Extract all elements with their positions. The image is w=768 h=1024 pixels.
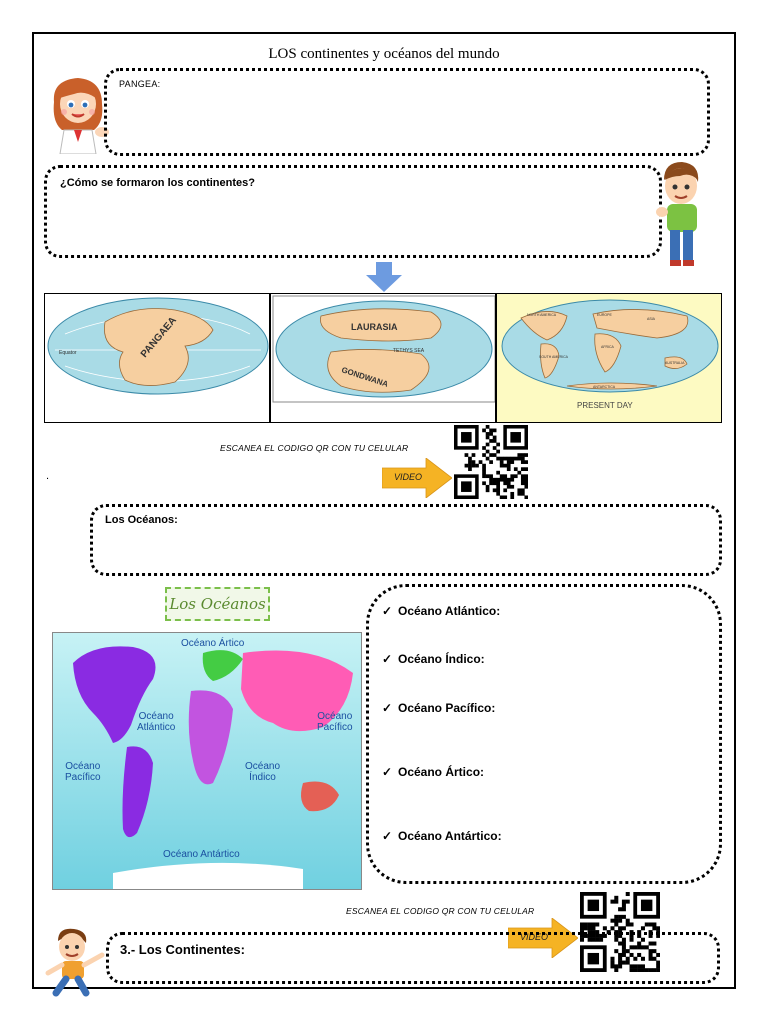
ocean-item-label: Océano Índico: <box>398 652 485 666</box>
pangaea-map-image <box>45 294 270 423</box>
present-day-map-image <box>497 294 722 423</box>
equator-label: Equator <box>59 350 77 356</box>
gondwana-label: GONDWANA <box>340 365 390 389</box>
video-button-1[interactable] <box>382 458 452 498</box>
oceans-answer-box[interactable] <box>90 504 722 576</box>
atlantic-ocean-label: Océano Atlántico <box>137 711 176 733</box>
continents-label: 3.- Los Continentes: <box>120 942 245 957</box>
map-panel-laurasia <box>270 293 496 423</box>
formation-question: ¿Cómo se formaron los continentes? <box>60 177 255 189</box>
laurasia-label: LAURASIA <box>351 322 398 332</box>
video-label-1: VIDEO <box>394 472 423 482</box>
running-boy-illustration <box>36 925 108 997</box>
video-label-2: VIDEO <box>520 932 549 942</box>
australia-label: AUSTRALIA <box>665 361 685 365</box>
indian-ocean-label: Océano Índico <box>245 761 281 783</box>
ocean-item-label: Océano Atlántico: <box>398 604 501 618</box>
pacific-ocean-right-label: Océano Pacífico <box>317 711 353 733</box>
ocean-item-pacific <box>382 701 495 715</box>
check-icon: ✓ <box>382 652 393 666</box>
ocean-item-label: Océano Ártico: <box>398 765 485 779</box>
oceans-title-tag: Los Océanos <box>165 587 270 621</box>
tethys-sea-label: TETHYS SEA <box>393 348 425 354</box>
qr-code-2[interactable] <box>580 892 660 972</box>
north-america-label: NORTH AMERICA <box>527 313 557 317</box>
scan-qr-instruction-1: ESCANEA EL CODIGO QR CON TU CELULAR <box>220 443 409 453</box>
ocean-item-arctic <box>382 765 484 779</box>
pangaea-map-label: PANGAEA <box>138 315 179 360</box>
check-icon: ✓ <box>382 829 393 843</box>
page-title: LOS continentes y océanos del mundo <box>268 46 500 62</box>
antarctica-label: ANTARCTICA <box>593 385 616 389</box>
arrow-down-icon <box>366 262 402 292</box>
stray-dot: . <box>46 470 50 482</box>
ocean-item-antarctic <box>382 829 502 843</box>
laurasia-map-image <box>271 294 496 423</box>
check-icon: ✓ <box>382 701 393 715</box>
ocean-item-label: Océano Antártico: <box>398 829 502 843</box>
europe-label: EUROPE <box>597 313 612 317</box>
south-america-label: SOUTH AMERICA <box>539 355 568 359</box>
qr-code-1[interactable] <box>454 425 528 499</box>
map-panel-pangaea <box>44 293 270 423</box>
ocean-item-label: Océano Pacífico: <box>398 701 496 715</box>
pacific-ocean-left-label: Océano Pacífico <box>65 761 101 783</box>
ocean-world-map <box>52 632 362 890</box>
ocean-item-indian <box>382 652 485 666</box>
asia-label: ASIA <box>647 317 655 321</box>
oceans-label: Los Océanos: <box>105 514 178 526</box>
boy-character-illustration <box>650 160 712 270</box>
antarctic-ocean-label: Océano Antártico <box>163 849 240 860</box>
map-panel-present-day <box>496 293 722 423</box>
scan-qr-instruction-2: ESCANEA EL CODIGO QR CON TU CELULAR <box>346 906 535 916</box>
present-day-label: PRESENT DAY <box>577 401 633 410</box>
ocean-item-atlantic <box>382 604 500 618</box>
check-icon: ✓ <box>382 765 393 779</box>
pangea-answer-box[interactable] <box>104 68 710 156</box>
arctic-ocean-label: Océano Ártico <box>181 638 245 649</box>
check-icon: ✓ <box>382 604 393 618</box>
africa-label: AFRICA <box>601 345 614 349</box>
pangea-label: PANGEA: <box>119 79 161 89</box>
